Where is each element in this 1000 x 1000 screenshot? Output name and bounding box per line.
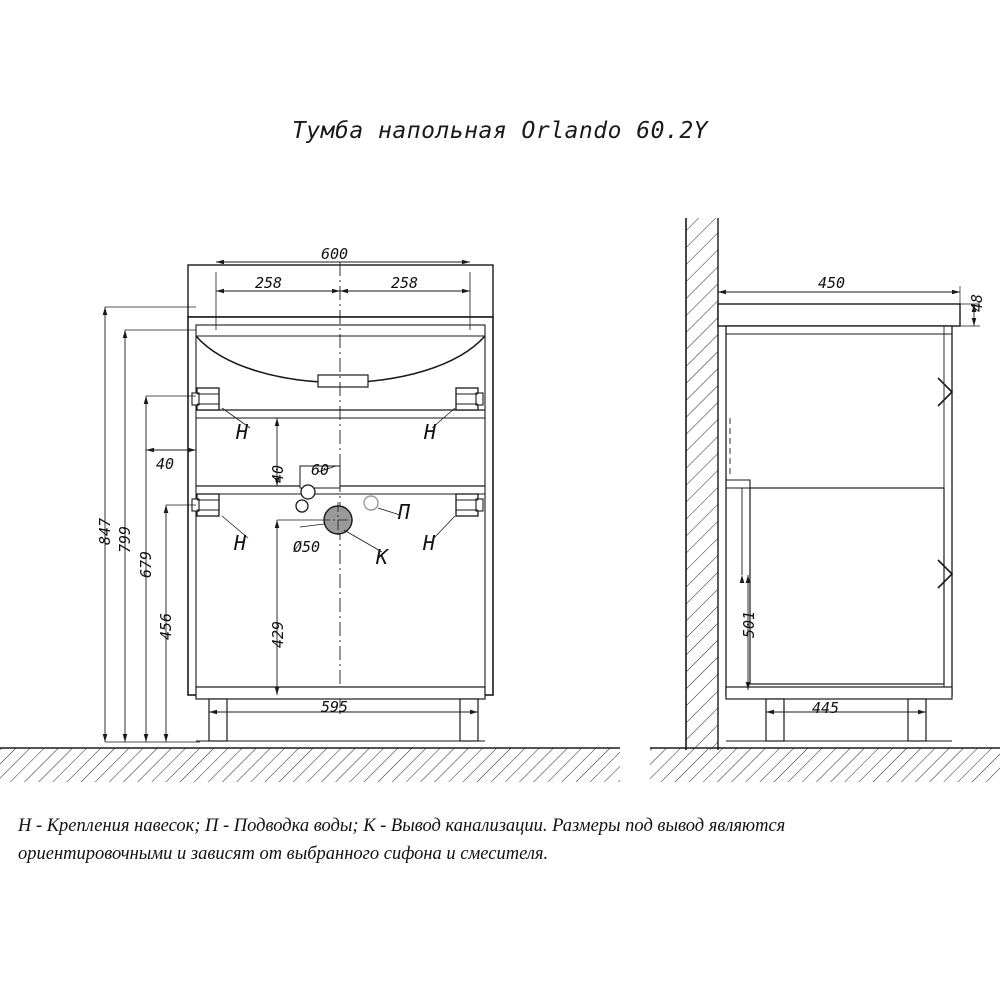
dim-side-base-depth: 445 xyxy=(812,699,840,717)
marker-mount-top-left: Н xyxy=(236,420,249,444)
page-title: Тумба напольная Orlando 60.2Y xyxy=(291,118,709,144)
dim-front-offset-60: 60 xyxy=(311,461,330,479)
dim-front-base-width: 595 xyxy=(321,698,349,716)
dim-front-total-height: 847 xyxy=(96,517,114,545)
dim-side-top-thickness: 48 xyxy=(968,293,986,312)
dim-front-half-left: 258 xyxy=(255,274,283,292)
side-view-group xyxy=(686,218,980,750)
marker-mount-bottom-left: Н xyxy=(234,531,247,555)
dim-front-half-right: 258 xyxy=(391,274,419,292)
marker-mount-bottom-right: Н xyxy=(423,531,436,555)
marker-mount-top-right: Н xyxy=(424,420,437,444)
dim-front-height-456: 456 xyxy=(157,612,175,640)
dim-front-height-799: 799 xyxy=(116,525,134,553)
legend-line-1: Н - Крепления навесок; П - Подводка воды; К - Вывод канализации. Размеры под вывод являются xyxy=(18,816,786,836)
dim-front-total-width: 600 xyxy=(321,245,349,263)
dim-front-height-679: 679 xyxy=(137,550,155,578)
marker-sewer-outlet: К xyxy=(376,545,389,569)
legend-line-2: ориентировочными и зависят от выбранного сифона и смесителя. xyxy=(18,844,549,864)
dim-side-door-height: 501 xyxy=(740,610,758,638)
floor-hatching xyxy=(0,748,1000,782)
marker-water-supply: П xyxy=(398,500,411,524)
dim-front-offset-40-left: 40 xyxy=(156,455,175,473)
dim-front-offset-40-inner: 40 xyxy=(269,464,287,483)
dim-front-height-429: 429 xyxy=(269,620,287,648)
front-view-group xyxy=(105,262,493,742)
legend-block xyxy=(18,812,978,868)
dim-front-drain-diameter: Ø50 xyxy=(293,538,321,556)
dim-side-depth: 450 xyxy=(818,274,846,292)
